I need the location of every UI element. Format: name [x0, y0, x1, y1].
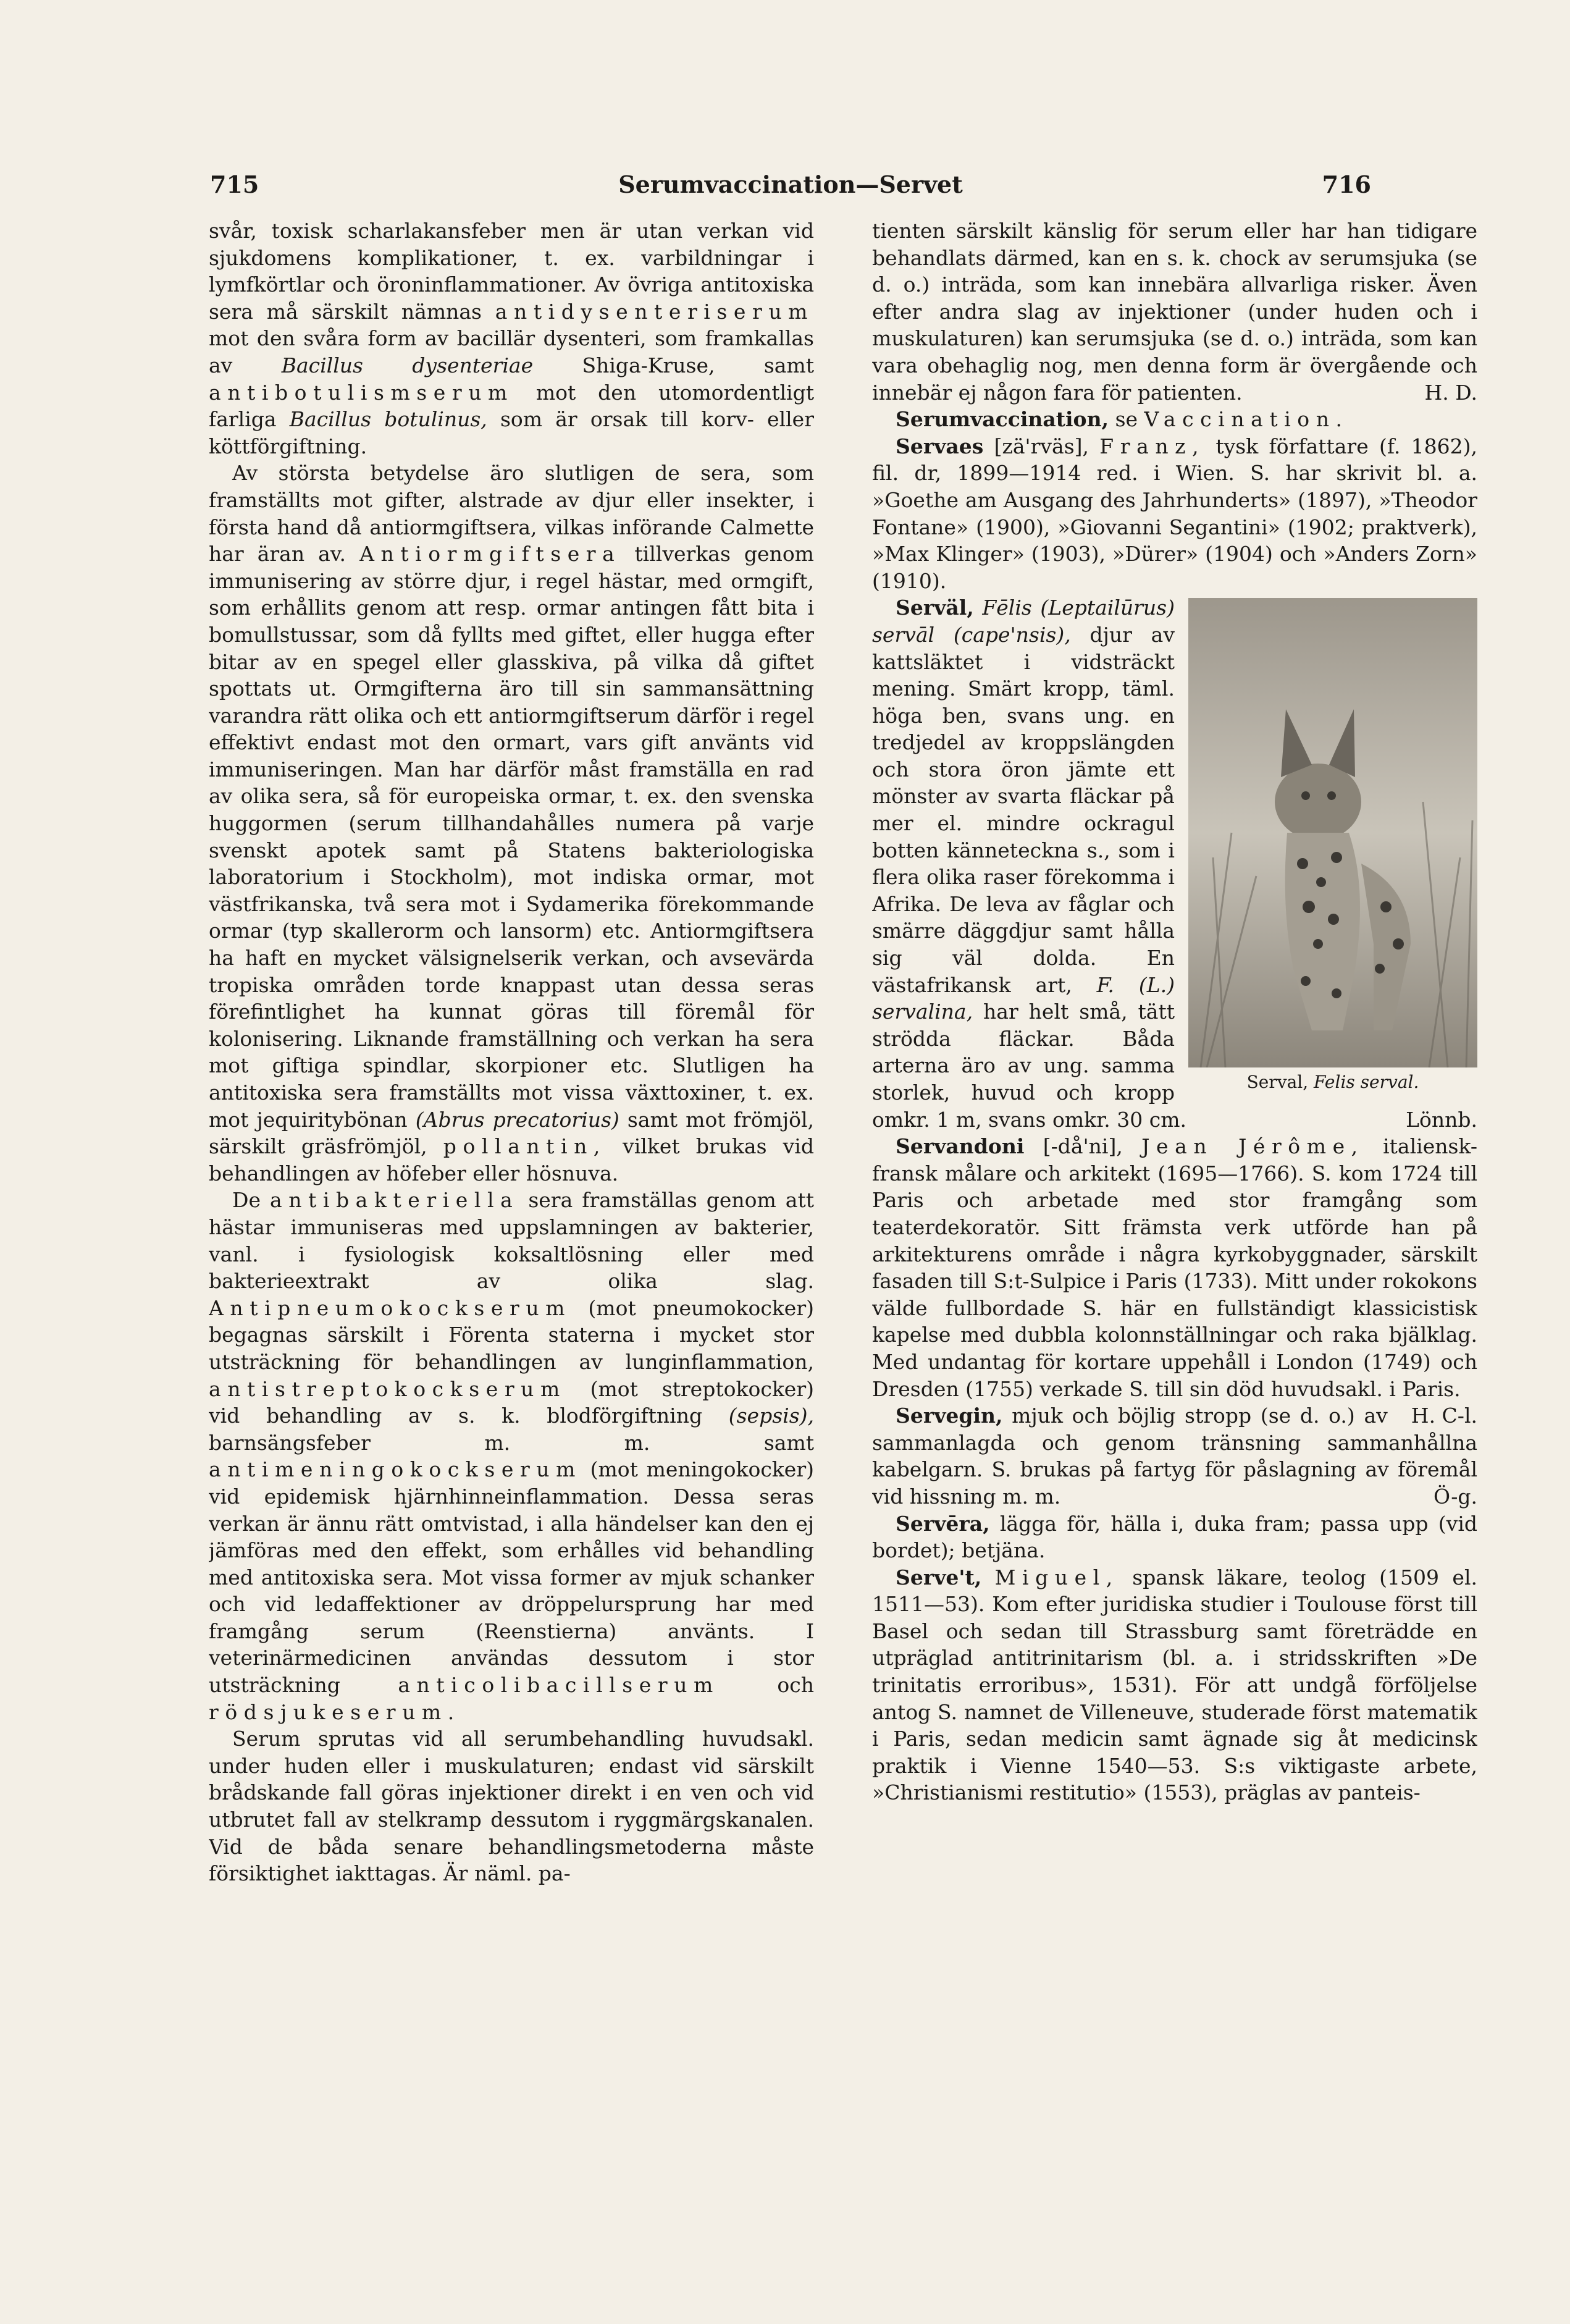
- headword: Servandoni: [896, 1134, 1025, 1159]
- page-number-left: 715: [210, 171, 259, 198]
- page-header: [210, 171, 1371, 208]
- running-title: Serumvaccination—Servet: [618, 171, 963, 198]
- signature: H. C-l.: [1411, 1404, 1477, 1428]
- signature: Lönnb.: [1406, 1107, 1477, 1132]
- entry-servandoni: Servandoni [-då'ni], Jean Jérôme, italiensk-fransk målare och arkitekt (1695—1766). S. kom 1724 till Paris och arbetade med stor framgång som teaterdekoratör. Sitt främsta verk utförde han på arkitekturens område i några kyrkobyggnader, särskilt fasaden till S:t-Sulpice i Paris (1733). Mitt under rokokons välde fullbordade S. här en fullständigt klassicistisk kapelse med dubbla kolonnställningar och raka bjälklag. Med undantag för kortare uppehåll i London (1749) och Dresden (1755) verkade S. till sin död huvudsakl. i Paris. H. C-l.: [872, 1133, 1477, 1402]
- entry-serval: Serval, Felis serval. Serväl, Fēlis (Leptailūrus) servāl (cape'nsis), djur av kattsläktet i vidsträckt mening. Smärt kropp, täml. höga ben, svans ung. en tredjedel av kroppslängden och stora öron jämte ett mönster av svarta fläckar på mer el. mindre ockragul botten kännetecknа s., som i flera olika raser förekomma i Afrika. De leva av fåglar och smärre däggdjur samt hålla sig väl dolda. En västafrikansk art, F. (L.) servalina, har helt små, tätt strödda fläckar. Båda arterna äro av ung. samma storlek, huvud och kropp omkr. 1 m, svans omkr. 30 cm. Lönnb.: [872, 594, 1477, 1133]
- signature: H. D.: [1424, 380, 1477, 405]
- figure-caption: Serval, Felis serval.: [1246, 1072, 1419, 1093]
- left-column: [209, 217, 814, 2275]
- entry-servaes: Servaes [zä'rväs], Franz, tysk författare (f. 1862), fil. dr, 1899—1914 red. i Wien. S. har skrivit bl. a. »Goethe am Ausgang des Jahrhunderts» (1897), »Theodor Fontane» (1900), »Giovanni Segantini» (1902; praktverk), »Max Klinger» (1903), »Dürer» (1904) och »Anders Zorn» (1910).: [872, 434, 1477, 593]
- headword: Servegin,: [896, 1404, 1003, 1428]
- headword: Serväl,: [896, 596, 974, 620]
- serval-figure: [1188, 598, 1477, 1095]
- left-paragraph-3: De antibakteriella sera framställas genom att hästar immuniseras med uppslamningen av bakterier, vanl. i fysiologisk koksaltlösning eller med bakterieextrakt av olika slag. Antipneumokockserum (mot pneumokocker) begagnas särskilt i Förenta staterna i mycket stor utsträckning för behandlingen av lunginflammation, antistreptokockserum (mot streptokocker) vid behandling av s. k. blodförgiftning (sepsis), barnsängsfeber m. m. samt antimeningokockserum (mot meningokocker) vid epidemisk hjärnhinneinflammation. Dessa seras verkan är ännu rätt omtvistad, i alla händelser kan den ej jämföras med den effekt, som erhålles vid behandling med antitoxiska sera. Mot vissa former av mjuk schanker och vid ledaffektioner av dröppelursprung har med framgång serum (Reenstierna) använts. I veterinärmedicinen användas dessutom i stor utsträckning anticolibacillserum och rödsjukeserum.: [209, 1188, 814, 1724]
- serval-photo: [1188, 598, 1477, 1067]
- left-paragraph-1: svår, toxisk scharlakansfeber men är utan verkan vid sjukdomens komplikationer, t. ex. varbildningar i lymfkörtlar och öroninflammationer. Av övriga antitoxiska sera må särskilt nämnas antidysenteriserum mot den svåra form av bacillär dysenteri, som framkallas av Bacillus dysenteriae Shiga-Kruse, samt antibotulismserum mot den utomordentligt farliga Bacillus botulinus, som är orsak till korv- eller köttförgiftning.: [209, 219, 814, 458]
- headword: Serve't,: [896, 1565, 982, 1589]
- left-paragraph-2: Av största betydelse äro slutligen de sera, som framställts mot gifter, alstrade av djur eller insekter, i första hand då antiormgiftsera, vilkas införande Calmette har äran av. Antiormgiftsera tillverkas genom immunisering av större djur, i regel hästar, med ormgift, som erhållits genom att resp. ormar antingen fått bita i bomullstussar, som då fyllts med giftet, eller hugga efter bitar av en spegel eller glasskiva, på vilka då giftet spottats ut. Ormgifterna äro till sin sammansättning varandra rätt olika och ett antiormgiftserum därför i regel effektivt endast mot den ormart, vars gift använts vid immuniseringen. Man har därför måst framställa en rad av olika sera, så för europeiska ormar, t. ex. den svenska huggormen (serum tillhandahålles numera på varje svenskt apotek samt på Statens bakteriologiska laboratorium i Stockholm), mot indiska ormar, mot västfrikanska, två sera mot i Sydamerika förekommande ormar (typ skallerorm och lansorm) etc. Antiormgiftsera ha haft en mycket välsignelserik verkan, och avsevärda tropiska områden torde knappast utan dessa seras förefintlighet ha kunnat göras till föremål för kolonisering. Liknande framställning och verkan ha sera mot giftiga spindlar, skorpioner etc. Slutligen ha antitoxiska sera framställts mot vissa växttoxiner, t. ex. mot jequiritybönan (Abrus precatorius) samt mot frömjöl, särskilt gräsfrömjöl, pollantin, vilket brukas vid behandlingen av höfeber eller hösnuva.: [209, 461, 814, 1185]
- page-number-right: 716: [1322, 171, 1371, 198]
- entry-servet: Serve't, Miguel, spansk läkare, teolog (1509 el. 1511—53). Kom efter juridiska studier i Toulouse först till Basel och sedan till Strassburg samt företrädde en utpräglad antitrinitarism (bl. a. i stridsskriften »De trinitatis erroribus», 1531). För att undgå förföljelse antog S. namnet de Villeneuve, studerade först matematik i Paris, sedan medicin samt ägnade sig åt medicinsk praktik i Vienne 1540—53. S:s viktigaste arbete, »Christianismi restitutio» (1553), präglas av panteis-: [872, 1565, 1477, 1805]
- headword: Servaes: [896, 434, 984, 458]
- right-paragraph-1: tienten särskilt känslig för serum eller har han tidigare behandlats därmed, kan en s. k. chock av serumsjuka (se d. o.) inträda, som kan innebära allvarliga risker. Även efter andra slag av injektioner (under huden och i muskulaturen) kan serumsjuka (se d. o.) inträda, som kan vara obehaglig nog, men denna form är övergående och innebär ej någon fara för patienten. H. D.: [872, 217, 1477, 406]
- entry-servera: Servēra, lägga för, hälla i, duka fram; passa upp (vid bordet); betjäna.: [872, 1511, 1477, 1563]
- left-paragraph-4: Serum sprutas vid all serumbehandling huvudsakl. under huden eller i muskulaturen; endast vid särskilt brådskande fall göras injektioner direkt i en ven och vid utbrutet fall av stelkramp dessutom i ryggmärgskanalen. Vid de båda senare behandlingsmetoderna måste försiktighet iakttagas. Är näml. pa-: [209, 1727, 814, 1886]
- signature: Ö-g.: [1433, 1484, 1477, 1509]
- entry-serumvaccination: Serumvaccination, se Vaccination.: [896, 407, 1349, 432]
- entry-servegin: Servegin, mjuk och böjlig stropp (se d. o.) av sammanlagda och genom tränsning sammanhållna kabelgarn. S. brukas på fartyg för påslagning av föremål vid hissning m. m. Ö-g.: [872, 1402, 1477, 1510]
- right-column: [872, 217, 1477, 2275]
- headword: Servēra,: [896, 1511, 990, 1536]
- headword: Serumvaccination,: [896, 407, 1109, 432]
